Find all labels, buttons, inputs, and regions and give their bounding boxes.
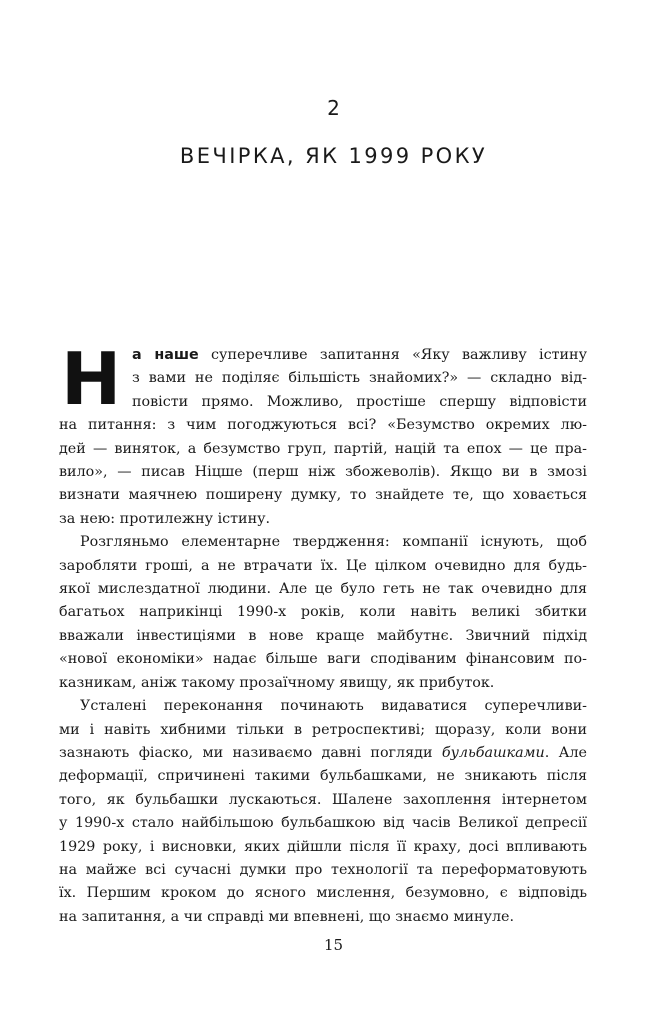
text-line: 1929 року, і висновки, яких дійшли після її краху, досі впливають (59, 838, 587, 855)
lead-in-text: а наше (132, 347, 199, 363)
chapter-number: 2 (327, 96, 340, 120)
text-line: вило», — писав Ніцше (перш ніж збожеволів). Якщо ви в змозі (59, 464, 587, 481)
drop-cap: Н (61, 337, 122, 421)
text-line: якої мислездатної людини. Але це було геть не так очевидно для (59, 581, 587, 598)
text-line: казникам, аніж такому прозаїчному явищу, як прибуток. (59, 674, 495, 691)
text-line: Розгляньмо елементарне твердження: компанії існують, щоб (80, 534, 587, 551)
text-line: повісти прямо. Можливо, простіше спершу відповісти (132, 393, 587, 410)
body-text (59, 337, 588, 929)
emphasis-term: бульбашками (441, 744, 545, 761)
text-line (59, 344, 587, 367)
text-line: вважали інвестиціями в нове краще майбутнє. Звичний підхід (59, 627, 587, 644)
chapter-title: ВЕЧІРКА, ЯК 1999 РОКУ (179, 144, 488, 168)
text-line: багатьох наприкінці 1990-х років, коли навіть великі збитки (59, 604, 587, 621)
text-line: на запитання, а чи справді ми впевнені, що знаємо минуле. (59, 908, 515, 925)
paragraph-1 (59, 337, 588, 531)
text-line: ми і навіть хибними тільки в ретроспективі; щоразу, коли вони (59, 721, 587, 738)
text-line: з вами не поділяє більшість знайомих?» — складно від- (132, 370, 587, 387)
text-line: їх. Першим кроком до ясного мислення, безумовно, є відповідь (59, 885, 587, 902)
text-line: заробляти гроші, а не втрачати їх. Це цілком очевидно для будь- (59, 557, 587, 574)
text-line: на майже всі сучасні думки про технології та переформатовують (59, 861, 587, 878)
page-number: 15 (323, 936, 344, 954)
text-line: у 1990-х стало найбільшою бульбашкою від часів Великої депресії (59, 815, 587, 832)
text-line: «нової економіки» надає більше ваги сподіваним фінансовим по- (59, 651, 587, 668)
text-line: того, як бульбашки лускаються. Шалене захоплення інтернетом (59, 791, 587, 808)
text-line: зазнають фіаско, ми називаємо давні погляди бульбашками. Але (59, 744, 587, 761)
text-line: дей — виняток, а безумство груп, партій, націй та епох — це пра- (59, 440, 587, 457)
text-line-content: суперечливе запитання «Яку важливу істину (198, 347, 588, 363)
text-line: деформації, спричинені такими бульбашками, не зникають після (59, 768, 587, 785)
paragraph-2 (59, 531, 587, 695)
text-line: Усталені переконання починають видаватися суперечливи- (80, 698, 587, 715)
text-line: визнати маячнею поширену думку, то знайдете те, що ховається (59, 487, 587, 504)
text-line: за нею: протилежну істину. (59, 510, 271, 527)
paragraph-3 (59, 695, 587, 929)
text-line: на питання: з чим погоджуються всі? «Безумство окремих лю- (59, 417, 587, 434)
